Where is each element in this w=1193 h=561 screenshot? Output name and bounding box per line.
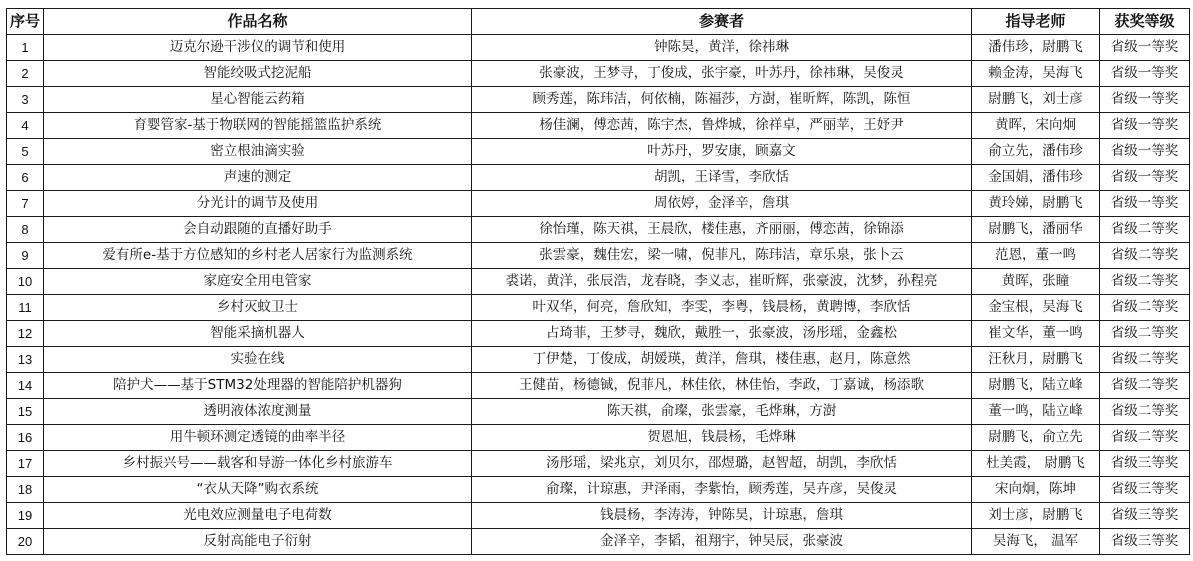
cell-index[interactable]: 12	[7, 321, 44, 347]
cell-award-level[interactable]: 省级二等奖	[1100, 373, 1190, 399]
cell-work-title[interactable]: 实验在线	[44, 347, 472, 373]
table-row	[7, 399, 1190, 425]
cell-advisors[interactable]: 范恩，董一鸣	[972, 243, 1100, 269]
cell-award-level[interactable]: 省级二等奖	[1100, 243, 1190, 269]
header-work-title[interactable]: 作品名称	[44, 9, 472, 35]
cell-participants[interactable]: 王健苗，杨德铖，倪菲凡，林佳依，林佳怡，李政，丁嘉诚，杨添歌	[472, 373, 972, 399]
table-row	[7, 191, 1190, 217]
table-row	[7, 425, 1190, 451]
cell-award-level[interactable]: 省级一等奖	[1100, 87, 1190, 113]
cell-index[interactable]: 2	[7, 61, 44, 87]
cell-award-level[interactable]: 省级二等奖	[1100, 295, 1190, 321]
cell-participants[interactable]: 叶苏丹，罗安康，顾嘉文	[472, 139, 972, 165]
cell-advisors[interactable]: 黄玲娣，尉鹏飞	[972, 191, 1100, 217]
cell-advisors[interactable]: 尉鹏飞，俞立先	[972, 425, 1100, 451]
table-row	[7, 113, 1190, 139]
cell-award-level[interactable]: 省级一等奖	[1100, 139, 1190, 165]
cell-award-level[interactable]: 省级三等奖	[1100, 477, 1190, 503]
table-row	[7, 477, 1190, 503]
cell-index[interactable]: 1	[7, 35, 44, 61]
cell-advisors[interactable]: 刘士彦，尉鹏飞	[972, 503, 1100, 529]
cell-advisors[interactable]: 黄晖，张瞳	[972, 269, 1100, 295]
cell-advisors[interactable]: 尉鹏飞，刘士彦	[972, 87, 1100, 113]
cell-index[interactable]: 3	[7, 87, 44, 113]
table-row	[7, 373, 1190, 399]
cell-participants[interactable]: 裘诺，黄洋，张辰浩，龙春晓，李义志，崔昕辉，张豪波，沈梦，孙程亮	[472, 269, 972, 295]
table-row	[7, 35, 1190, 61]
cell-index[interactable]: 13	[7, 347, 44, 373]
cell-participants[interactable]: 汤彤瑶，梁兆京，刘贝尔，邵煜璐，赵智超，胡凯，李欣恬	[472, 451, 972, 477]
cell-award-level[interactable]: 省级一等奖	[1100, 165, 1190, 191]
cell-work-title[interactable]: 透明液体浓度测量	[44, 399, 472, 425]
cell-index[interactable]: 5	[7, 139, 44, 165]
cell-participants[interactable]: 张雲豪，魏佳宏，梁一啸，倪菲凡，陈玮洁，章乐泉，张卜云	[472, 243, 972, 269]
table-row	[7, 87, 1190, 113]
cell-index[interactable]: 6	[7, 165, 44, 191]
cell-index[interactable]: 11	[7, 295, 44, 321]
cell-award-level[interactable]: 省级二等奖	[1100, 217, 1190, 243]
cell-advisors[interactable]: 俞立先，潘伟珍	[972, 139, 1100, 165]
cell-award-level[interactable]: 省级三等奖	[1100, 451, 1190, 477]
cell-advisors[interactable]: 董一鸣，陆立峰	[972, 399, 1100, 425]
cell-advisors[interactable]: 尉鹏飞，陆立峰	[972, 373, 1100, 399]
cell-participants[interactable]: 占琦菲，王梦寻，魏欣，戴胜一，张豪波，汤彤瑶，金鑫松	[472, 321, 972, 347]
cell-award-level[interactable]: 省级二等奖	[1100, 347, 1190, 373]
cell-index[interactable]: 19	[7, 503, 44, 529]
cell-work-title[interactable]: 用牛顿环测定透镜的曲率半径	[44, 425, 472, 451]
cell-index[interactable]: 8	[7, 217, 44, 243]
table-row	[7, 529, 1190, 555]
cell-index[interactable]: 10	[7, 269, 44, 295]
cell-participants[interactable]: 钟陈昊，黄洋，徐祎琳	[472, 35, 972, 61]
cell-award-level[interactable]: 省级二等奖	[1100, 399, 1190, 425]
cell-index[interactable]: 18	[7, 477, 44, 503]
cell-work-title[interactable]: 智能采摘机器人	[44, 321, 472, 347]
cell-index[interactable]: 9	[7, 243, 44, 269]
cell-participants[interactable]: 钱晨杨，李涛涛，钟陈昊，计琼惠，詹琪	[472, 503, 972, 529]
cell-work-title[interactable]: 会自动跟随的直播好助手	[44, 217, 472, 243]
cell-participants[interactable]: 丁伊楚，丁俊成，胡媛瑛，黄洋，詹琪，楼佳惠，赵月，陈意然	[472, 347, 972, 373]
cell-award-level[interactable]: 省级一等奖	[1100, 35, 1190, 61]
cell-award-level[interactable]: 省级二等奖	[1100, 425, 1190, 451]
cell-work-title[interactable]: 乡村灭蚊卫士	[44, 295, 472, 321]
cell-index[interactable]: 17	[7, 451, 44, 477]
cell-advisors[interactable]: 赖金涛，吴海飞	[972, 61, 1100, 87]
cell-work-title[interactable]: “衣从天降”购衣系统	[44, 477, 472, 503]
cell-award-level[interactable]: 省级一等奖	[1100, 113, 1190, 139]
cell-work-title[interactable]: 智能绞吸式挖泥船	[44, 61, 472, 87]
cell-advisors[interactable]: 吴海飞， 温军	[972, 529, 1100, 555]
cell-advisors[interactable]: 宋向炯，陈坤	[972, 477, 1100, 503]
header-award-level[interactable]: 获奖等级	[1100, 9, 1190, 35]
table-row	[7, 347, 1190, 373]
cell-work-title[interactable]: 爱有所e-基于方位感知的乡村老人居家行为监测系统	[44, 243, 472, 269]
table-body	[7, 35, 1190, 555]
cell-advisors[interactable]: 潘伟珍，尉鹏飞	[972, 35, 1100, 61]
table-row	[7, 165, 1190, 191]
cell-participants[interactable]: 张豪波，王梦寻，丁俊成，张宇豪，叶苏丹，徐祎琳，吴俊灵	[472, 61, 972, 87]
cell-index[interactable]: 16	[7, 425, 44, 451]
header-index[interactable]: 序号	[7, 9, 44, 35]
cell-advisors[interactable]: 尉鹏飞，潘丽华	[972, 217, 1100, 243]
cell-participants[interactable]: 陈天祺，俞璨，张雲豪，毛烨琳，方澍	[472, 399, 972, 425]
cell-work-title[interactable]: 反射高能电子衍射	[44, 529, 472, 555]
cell-index[interactable]: 15	[7, 399, 44, 425]
cell-participants[interactable]: 顾秀莲，陈玮洁，何依楠，陈福莎，方澍，崔昕辉，陈凯，陈恒	[472, 87, 972, 113]
cell-advisors[interactable]: 汪秋月，尉鹏飞	[972, 347, 1100, 373]
cell-advisors[interactable]: 金国娟，潘伟珍	[972, 165, 1100, 191]
cell-participants[interactable]: 胡凯，王译雪，李欣恬	[472, 165, 972, 191]
cell-work-title[interactable]: 星心智能云药箱	[44, 87, 472, 113]
cell-advisors[interactable]: 金宝根，吴海飞	[972, 295, 1100, 321]
table-row	[7, 139, 1190, 165]
cell-work-title[interactable]: 育婴管家-基于物联网的智能摇篮监护系统	[44, 113, 472, 139]
cell-participants[interactable]: 俞璨，计琼惠，尹泽雨，李紫怡，顾秀莲，吴卉彦，吴俊灵	[472, 477, 972, 503]
table-row	[7, 451, 1190, 477]
cell-work-title[interactable]: 分光计的调节及使用	[44, 191, 472, 217]
header-participants[interactable]: 参赛者	[472, 9, 972, 35]
cell-index[interactable]: 14	[7, 373, 44, 399]
cell-index[interactable]: 7	[7, 191, 44, 217]
cell-work-title[interactable]: 密立根油滴实验	[44, 139, 472, 165]
cell-participants[interactable]: 金泽辛，李韬，祖翔宇，钟吴辰，张豪波	[472, 529, 972, 555]
table-row	[7, 61, 1190, 87]
table-row	[7, 503, 1190, 529]
cell-advisors[interactable]: 黄晖，宋向炯	[972, 113, 1100, 139]
table-row	[7, 295, 1190, 321]
cell-award-level[interactable]: 省级二等奖	[1100, 321, 1190, 347]
cell-index[interactable]: 20	[7, 529, 44, 555]
cell-award-level[interactable]: 省级二等奖	[1100, 269, 1190, 295]
cell-work-title[interactable]: 声速的测定	[44, 165, 472, 191]
header-advisors[interactable]: 指导老师	[972, 9, 1100, 35]
cell-work-title[interactable]: 迈克尔逊干涉仪的调节和使用	[44, 35, 472, 61]
cell-participants[interactable]: 徐怡瑾，陈天祺，王晨欣，楼佳惠，齐丽丽，傅恋茜，徐锦添	[472, 217, 972, 243]
table-row	[7, 269, 1190, 295]
cell-award-level[interactable]: 省级三等奖	[1100, 503, 1190, 529]
cell-advisors[interactable]: 杜美霞， 尉鹏飞	[972, 451, 1100, 477]
cell-participants[interactable]: 杨佳澜，傅恋茜，陈宇杰，鲁烨城，徐祥卓，严丽苹，王妤尹	[472, 113, 972, 139]
cell-work-title[interactable]: 乡村振兴号——载客和导游一体化乡村旅游车	[44, 451, 472, 477]
cell-award-level[interactable]: 省级三等奖	[1100, 529, 1190, 555]
table-row	[7, 321, 1190, 347]
cell-participants[interactable]: 叶双华，何亮，詹欣知，李雯，李粤，钱晨杨，黄聘博，李欣恬	[472, 295, 972, 321]
cell-award-level[interactable]: 省级一等奖	[1100, 191, 1190, 217]
cell-work-title[interactable]: 家庭安全用电管家	[44, 269, 472, 295]
cell-participants[interactable]: 贺恩旭，钱晨杨，毛烨琳	[472, 425, 972, 451]
cell-index[interactable]: 4	[7, 113, 44, 139]
cell-work-title[interactable]: 光电效应测量电子电荷数	[44, 503, 472, 529]
cell-award-level[interactable]: 省级一等奖	[1100, 61, 1190, 87]
table-row	[7, 243, 1190, 269]
cell-participants[interactable]: 周依婷，金泽辛，詹琪	[472, 191, 972, 217]
cell-advisors[interactable]: 崔文华，董一鸣	[972, 321, 1100, 347]
header-row	[7, 9, 1190, 35]
table-row	[7, 217, 1190, 243]
cell-work-title[interactable]: 陪护犬——基于STM32处理器的智能陪护机器狗	[44, 373, 472, 399]
awards-table	[6, 8, 1190, 555]
